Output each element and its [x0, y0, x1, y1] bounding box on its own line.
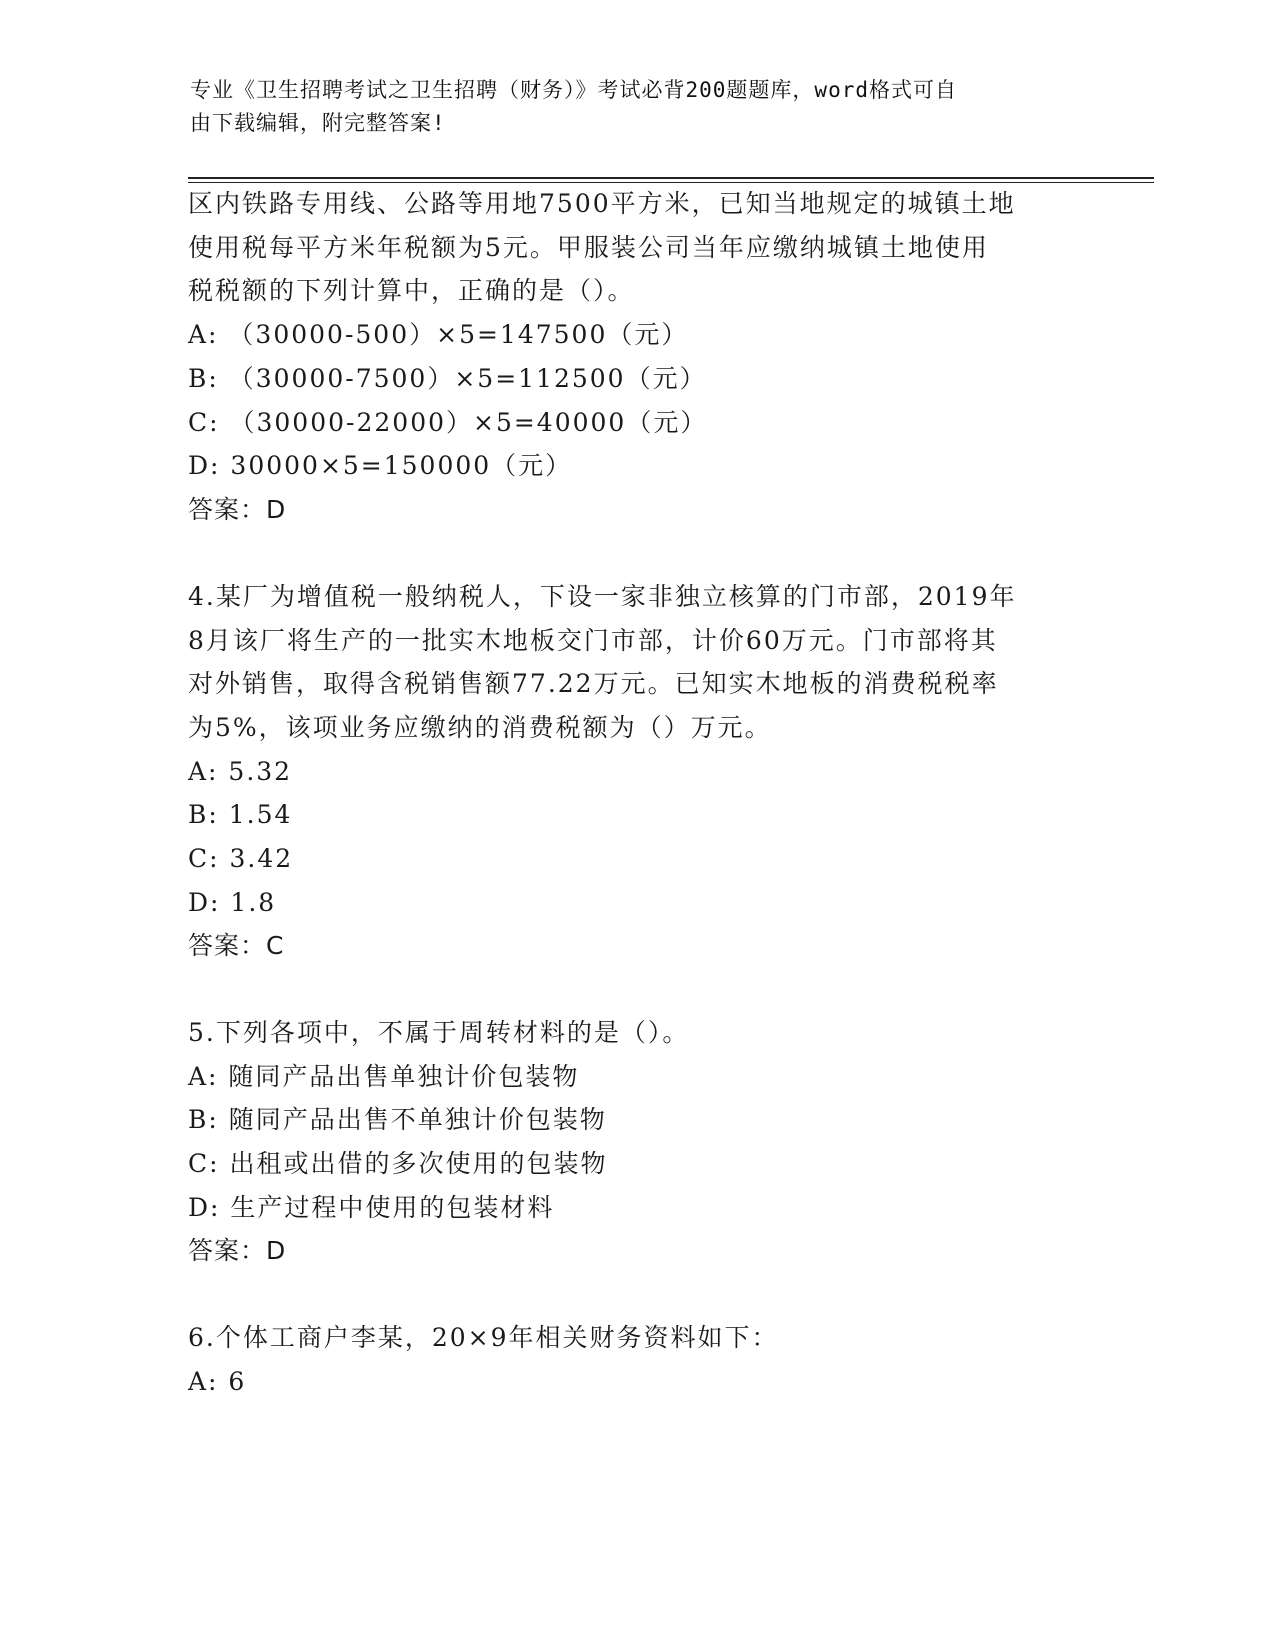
q4-option-d: D: 1.8	[188, 888, 277, 917]
q6-option-a: A: 6	[188, 1367, 247, 1396]
q5-answer: 答案：D	[188, 1236, 287, 1265]
q3-option-b: B: （30000-7500）×5=112500（元）	[188, 364, 707, 393]
q4-option-c: C: 3.42	[188, 844, 294, 873]
header-divider-thick	[188, 177, 1154, 179]
q4-option-b: B: 1.54	[188, 800, 293, 829]
q4-answer: 答案：C	[188, 931, 285, 960]
q5-option-d: D: 生产过程中使用的包装材料	[188, 1193, 555, 1222]
q3-option-d: D: 30000×5=150000（元）	[188, 451, 573, 480]
q4-option-a: A: 5.32	[188, 757, 293, 786]
q4-stem-line-2: 8月该厂将生产的一批实木地板交门市部，计价60万元。门市部将其	[188, 626, 998, 655]
q5-option-a: A: 随同产品出售单独计价包装物	[188, 1062, 580, 1091]
header-line-1: 专业《卫生招聘考试之卫生招聘（财务）》考试必背200题题库，word格式可自	[190, 78, 957, 102]
q3-stem-line-1: 区内铁路专用线、公路等用地7500平方米，已知当地规定的城镇土地	[188, 189, 1016, 218]
document-header	[190, 74, 1090, 140]
q3-option-a: A: （30000-500）×5=147500（元）	[188, 320, 689, 349]
q3-stem-line-2: 使用税每平方米年税额为5元。甲服装公司当年应缴纳城镇土地使用	[188, 233, 989, 262]
q3-option-c: C: （30000-22000）×5=40000（元）	[188, 408, 708, 437]
q5-option-c: C: 出租或出借的多次使用的包装物	[188, 1149, 608, 1178]
q3-answer: 答案：D	[188, 495, 287, 524]
q5-option-b: B: 随同产品出售不单独计价包装物	[188, 1105, 607, 1134]
header-divider-thin	[188, 182, 1154, 183]
q3-stem-line-3: 税税额的下列计算中，正确的是（）。	[188, 276, 635, 305]
q6-stem-line-1: 6.个体工商户李某，20×9年相关财务资料如下：	[188, 1323, 779, 1352]
q5-stem-line-1: 5.下列各项中，不属于周转材料的是（）。	[188, 1018, 690, 1047]
q4-stem-line-3: 对外销售，取得含税销售额77.22万元。已知实木地板的消费税税率	[188, 669, 999, 698]
q4-stem-line-1: 4.某厂为增值税一般纳税人，下设一家非独立核算的门市部，2019年	[188, 582, 1017, 611]
q4-stem-line-4: 为5%，该项业务应缴纳的消费税额为（）万元。	[188, 713, 772, 742]
header-line-2: 由下载编辑，附完整答案!	[190, 111, 446, 135]
